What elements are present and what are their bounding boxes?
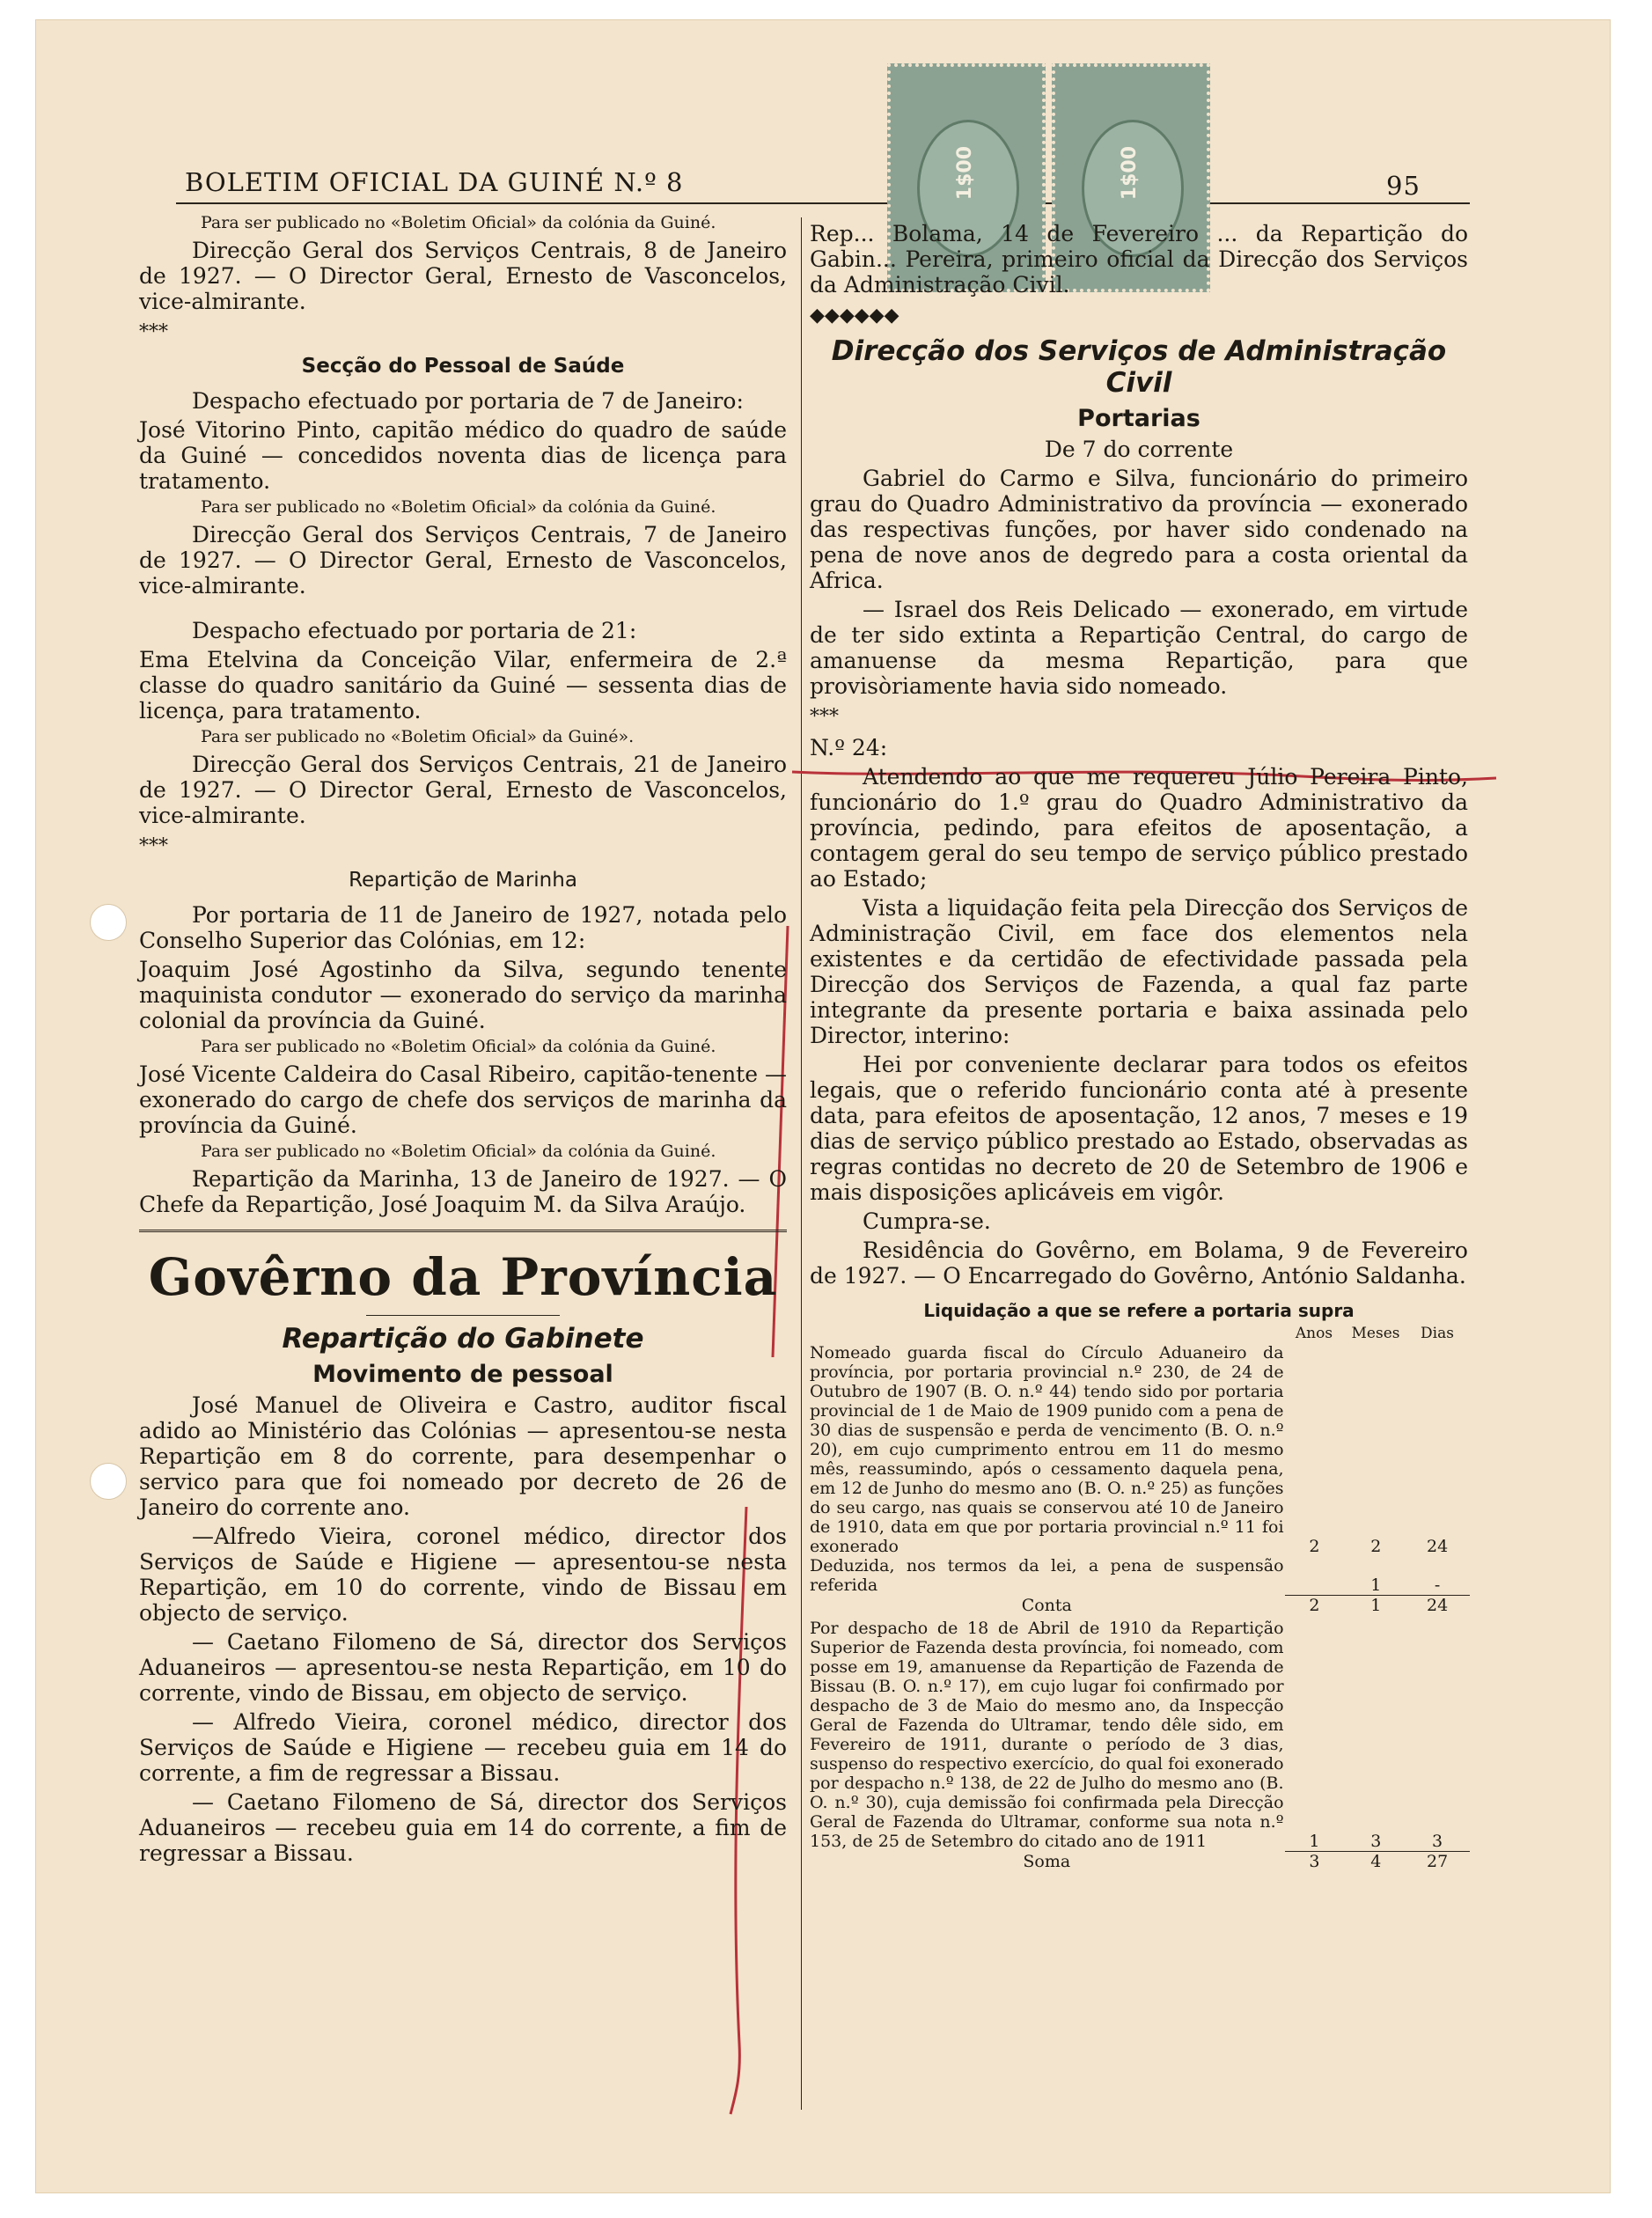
ornamental-rule [139, 1230, 787, 1239]
paragraph: Gabriel do Carmo e Silva, funcionário do primeiro grau do Quadro Administrativo da província — exonerado das respectivas funções, por haver sido condenado na pena de nove anos de degredo para a costa oriental da Africa. [810, 466, 1468, 593]
cell-days: 24 [1427, 1537, 1449, 1556]
row-label: Conta [1021, 1596, 1072, 1615]
cell-days: 27 [1427, 1852, 1449, 1871]
separator-stars: *** [810, 706, 839, 728]
table-row [810, 1556, 1468, 1595]
signature-block: Residência do Govêrno, em Bolama, 9 de Fevereiro de 1927. — O Encarregado do Govêrno, António Saldanha. [810, 1238, 1468, 1289]
dispatch-line: Despacho efectuado por portaria de 21: [192, 618, 637, 643]
column-header: Meses [1351, 1325, 1400, 1342]
cell-days: 24 [1427, 1596, 1449, 1615]
ornament: ◆◆◆◆◆◆ [810, 305, 899, 327]
cell-months: 3 [1370, 1832, 1382, 1851]
section-heading: Repartição de Marinha [349, 869, 577, 892]
paragraph: Ema Etelvina da Conceição Vilar, enfermeira de 2.ª classe do quadro sanitário da Guiné — sessenta dias de licença, para tratamento. [139, 647, 787, 723]
table-row [810, 1619, 1468, 1851]
paragraph: José Manuel de Oliveira e Castro, auditor fiscal adido ao Ministério das Colónias — apresentou-se nesta Repartição em 8 do corrente, para desempenhar o servico para que foi nomeado por decreto de 26 de Janeiro do corrente ano. [139, 1392, 787, 1520]
paragraph: Hei por conveniente declarar para todos os efeitos legais, que o referido funcionário conta até à presente data, para efeitos de aposentação, 12 anos, 7 meses e 19 dias de serviço público prestado ao Estado, observadas as regras contidas no decreto de 20 de Setembro de 1906 e mais disposições aplicáveis em vigôr. [810, 1052, 1468, 1205]
page-header-title: BOLETIM OFICIAL DA GUINÉ N.º 8 [185, 167, 684, 197]
publication-note: Para ser publicado no «Boletim Oficial» da colónia da Guiné. [201, 1037, 716, 1056]
paragraph: Vista a liquidação feita pela Direcção dos Serviços de Administração Civil, em face dos elementos nela existentes e da certidão de efectividade passada pela Direcção dos Serviços de Fazenda, a qual faz parte integrante da presente portaria e baixa assinada pelo Director, interino: [810, 895, 1468, 1048]
separator-stars: *** [139, 835, 168, 857]
paragraph: —Alfredo Vieira, coronel médico, director dos Serviços de Saúde e Higiene — apresentou-se nesta Repartição, em 10 do corrente, vindo de Bissau em objecto de serviço. [139, 1524, 787, 1626]
table-header-row [810, 1324, 1468, 1343]
row-text: Nomeado guarda fiscal do Círculo Aduaneiro da província, por portaria provincial n.º 230, de 24 de Outubro de 1907 (B. O. n.º 44) tendo sido por portaria provincial de 1 de Maio de 1909 punido com a pena de 30 dias de suspensão e perda de vencimento (B. O. n.º 20), em cujo cumprimento entrou em 11 do mesmo mês, reassumindo, após o cessamento daquela pena, em 12 de Junho do mesmo ano (B. O. n.º 25) as funções do seu cargo, nas quais se conservou até 10 de Janeiro de 1910, data em que por portaria provincial n.º 11 foi exonerado [810, 1343, 1284, 1556]
column-header: Dias [1421, 1325, 1454, 1342]
publication-note: Para ser publicado no «Boletim Oficial» da colónia da Guiné. [201, 1142, 716, 1161]
cell-years: 2 [1309, 1596, 1320, 1615]
liquidation-table [810, 1301, 1468, 1871]
right-column [810, 217, 1468, 1871]
paragraph: José Vitorino Pinto, capitão médico do quadro de saúde da Guiné — concedidos noventa dias de licença para tratamento. [139, 417, 787, 494]
row-label: Soma [1023, 1852, 1071, 1871]
cell-years: 2 [1309, 1537, 1320, 1556]
sub-heading: Portarias [1077, 405, 1200, 432]
table-total-row [810, 1852, 1468, 1871]
row-text: Deduzida, nos termos da lei, a pena de suspensão referida [810, 1556, 1284, 1595]
paragraph: Atendendo ao que me requereu Júlio Pereira Pinto, funcionário do 1.º grau do Quadro Administrativo da província, pedindo, para efeitos de aposentação, a contagem geral do seu tempo de serviço público prestado ao Estado; [810, 764, 1468, 892]
page-number: 95 [1386, 171, 1421, 201]
paragraph: — Israel dos Reis Delicado — exonerado, em virtude de ter sido extinta a Repartição Central, do cargo de amanuense da mesma Repartição, para que provisòriamente havia sido nomeado. [810, 597, 1468, 699]
publication-note: Para ser publicado no «Boletim Oficial» da colónia da Guiné. [201, 497, 716, 517]
sub-heading: Repartição do Gabinete [282, 1323, 644, 1355]
table-title: Liquidação a que se refere a portaria supra [923, 1300, 1355, 1321]
portaria-number: N.º 24: [810, 735, 888, 760]
paragraph: Por portaria de 11 de Janeiro de 1927, notada pelo Conselho Superior das Colónias, em 12: [139, 902, 787, 953]
sub-sub-heading: Movimento de pessoal [312, 1361, 613, 1388]
paragraph: Joaquim José Agostinho da Silva, segundo tenente maquinista condutor — exonerado do serviço da marinha colonial da província da Guiné. [139, 957, 787, 1033]
cell-months: 1 [1370, 1575, 1382, 1595]
signature-block: Repartição da Marinha, 13 de Janeiro de 1927. — O Chefe da Repartição, José Joaquim M. da Silva Araújo. [139, 1166, 787, 1217]
document-page [35, 19, 1611, 2193]
main-heading: Govêrno da Província [148, 1247, 778, 1307]
row-text: Por despacho de 18 de Abril de 1910 da Repartição Superior de Fazenda desta província, foi nomeado, com posse em 19, amanuense da Repartição de Fazenda de Bissau (B. O. n.º 17), em cujo lugar foi confirmado por despacho de 3 de Maio do mesmo ano, da Inspecção Geral de Fazenda do Ultramar, tendo dêle sido, em Fevereiro de 1911, durante o período de 3 dias, suspenso do respectivo exercício, do qual foi exonerado por despacho n.º 138, de 22 de Julho do mesmo ano (B. O. n.º 30), cuja demissão foi confirmada pela Direcção Geral de Fazenda do Ultramar, conforme sua nota n.º 153, de 25 de Setembro do citado ano de 1911 [810, 1619, 1284, 1851]
left-column [139, 211, 787, 1869]
table-row [810, 1343, 1468, 1556]
dispatch-line: Despacho efectuado por portaria de 7 de Janeiro: [192, 388, 744, 414]
stamp-value: 1$00 [1119, 146, 1141, 201]
date-line: De 7 do corrente [1044, 437, 1234, 462]
paragraph: — Caetano Filomeno de Sá, director dos Serviços Aduaneiros — apresentou-se nesta Repartição, em 10 do corrente, vindo de Bissau, em objecto de serviço. [139, 1629, 787, 1706]
cell-months: 2 [1370, 1537, 1382, 1556]
stamp-value: 1$00 [954, 146, 976, 201]
publication-note: Para ser publicado no «Boletim Oficial» da Guiné». [201, 727, 635, 746]
signature-block: Direcção Geral dos Serviços Centrais, 21 de Janeiro de 1927. — O Director Geral, Ernesto de Vasconcelos, vice-almirante. [139, 752, 787, 828]
cell-days: 3 [1432, 1832, 1443, 1851]
paragraph: — Caetano Filomeno de Sá, director dos Serviços Aduaneiros — recebeu guia em 14 do corrente, a fim de regressar a Bissau. [139, 1789, 787, 1866]
separator-stars: *** [139, 321, 168, 343]
signature-block: Direcção Geral dos Serviços Centrais, 8 de Janeiro de 1927. — O Director Geral, Ernesto de Vasconcelos, vice-almirante. [139, 238, 787, 314]
table-total-row [810, 1596, 1468, 1615]
publication-note: Para ser publicado no «Boletim Oficial» da colónia da Guiné. [201, 213, 716, 232]
paragraph: — Alfredo Vieira, coronel médico, director dos Serviços de Saúde e Higiene — recebeu guia em 14 do corrente, a fim de regressar a Bissau. [139, 1709, 787, 1786]
paragraph: Rep... Bolama, 14 de Fevereiro ... da Repartição do Gabin... Pereira, primeiro oficial da Direcção dos Serviços da Administração Civil. [810, 221, 1468, 297]
short-rule [366, 1315, 560, 1316]
cell-months: 4 [1370, 1852, 1382, 1871]
column-header: Anos [1295, 1325, 1333, 1342]
paragraph: Cumpra-se. [863, 1208, 991, 1234]
cell-years: 1 [1309, 1832, 1320, 1851]
section-heading: Direcção dos Serviços de Administração Civil [831, 335, 1447, 399]
cell-days: - [1434, 1575, 1441, 1595]
cell-months: 1 [1370, 1596, 1382, 1615]
signature-block: Direcção Geral dos Serviços Centrais, 7 de Janeiro de 1927. — O Director Geral, Ernesto de Vasconcelos, vice-almirante. [139, 522, 787, 599]
section-heading: Secção do Pessoal de Saúde [301, 355, 625, 378]
cell-years: 3 [1309, 1852, 1320, 1871]
spacer [139, 602, 787, 618]
paragraph: José Vicente Caldeira do Casal Ribeiro, capitão-tenente — exonerado do cargo de chefe dos serviços de marinha da província da Guiné. [139, 1061, 787, 1138]
